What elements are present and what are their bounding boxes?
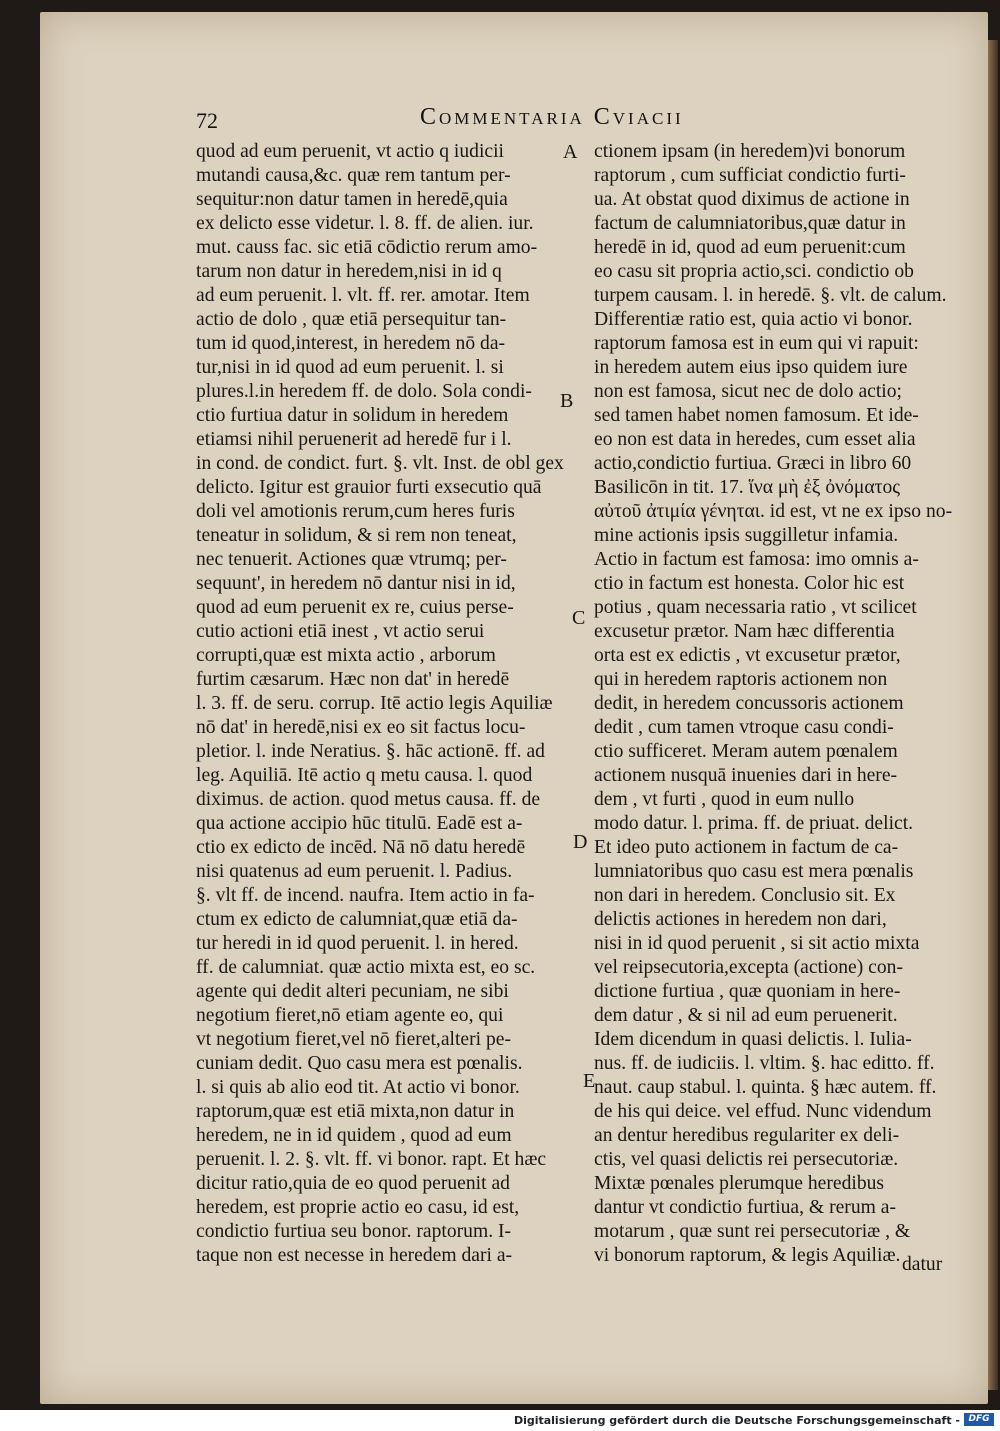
text-line: delicto. Igitur est grauior furti exsecutio quā [196, 477, 542, 498]
text-line: teneatur in solidum, & si rem non teneat, [196, 525, 517, 546]
text-line: de his qui deice. vel effud. Nunc videndum [594, 1101, 932, 1122]
text-line: etiamsi nihil peruenerit ad heredē fur i l. [196, 429, 512, 450]
text-line: quod ad eum peruenit, vt actio q iudicii [196, 141, 504, 162]
text-line: nus. ff. de iudiciis. l. vltim. §. hac editto. ff. [594, 1053, 935, 1074]
margin-letter-c: C [572, 607, 586, 629]
text-line: peruenit. l. 2. §. vlt. ff. vi bonor. rapt. Et hæc [196, 1149, 547, 1170]
text-line: dantur vt condictio furtiua, & rerum a- [594, 1197, 896, 1218]
text-line: l. 3. ff. de seru. corrup. Itē actio legis Aquiliæ [196, 693, 553, 714]
text-line: agente qui dedit alteri pecuniam, ne sibi [196, 981, 509, 1002]
text-line: non est famosa, sicut nec de dolo actio; [594, 381, 902, 402]
text-line: lumniatoribus quo casu est mera pœnalis [594, 861, 914, 882]
text-line: actio de dolo , quæ etiā persequitur tan- [196, 309, 507, 330]
text-line: orta est ex edictis , vt excusetur prætor, [594, 645, 901, 666]
text-line: nō dat' in heredē,nisi ex eo sit factus locu- [196, 717, 526, 738]
margin-letter-a: A [563, 141, 578, 163]
text-line: condictio furtiua seu bonor. raptorum. I- [196, 1221, 512, 1242]
text-line: ctio ex edicto de incēd. Nā nō datu heredē [196, 837, 526, 858]
text-line: heredem, ne in id quidem , quod ad eum [196, 1125, 512, 1146]
text-line: sequitur:non datur tamen in heredē,quia [196, 189, 508, 210]
text-line: potius , quam necessaria ratio , vt scilicet [594, 597, 917, 618]
margin-letter-d: D [573, 831, 588, 853]
page-edge [988, 40, 998, 1390]
text-line: l. si quis ab alio eod tit. At actio vi bonor. [196, 1077, 520, 1098]
text-line: pletior. l. inde Neratius. §. hāc actionē. ff. ad [196, 741, 545, 762]
text-line: mut. causs fac. sic etiā cōdictio rerum amo- [196, 237, 538, 258]
text-line: ctionem ipsam (in heredem)vi bonorum [594, 141, 906, 162]
text-line: nec tenuerit. Actiones quæ vtrumq; per- [196, 549, 507, 570]
text-line: modo datur. l. prima. ff. de priuat. delict. [594, 813, 914, 834]
text-line: plures.l.in heredem ff. de dolo. Sola condi- [196, 381, 532, 402]
text-line: negotium fieret,nō etiam agente eo, qui [196, 1005, 504, 1026]
text-line: dedit, in heredem concussoris actionem [594, 693, 904, 714]
text-line: raptorum,quæ est etiā mixta,non datur in [196, 1101, 515, 1122]
funding-credit: Digitalisierung gefördert durch die Deutsche Forschungsgemeinschaft - [513, 1414, 960, 1427]
dfg-logo: DFG [964, 1413, 994, 1426]
text-line: factum de calumniatoribus,quæ datur in [594, 213, 906, 234]
text-line: raptorum , cum sufficiat condictio furti- [594, 165, 906, 186]
text-line: dedit , cum tamen vtroque casu condi- [594, 717, 894, 738]
text-line: Actio in factum est famosa: imo omnis a- [594, 549, 919, 570]
right-text-column [594, 140, 954, 1268]
text-line: sequunt', in heredem nō dantur nisi in id, [196, 573, 516, 594]
text-line: αὐτοῦ ἀτιμία γένηται. id est, vt ne ex ipso no- [594, 501, 953, 522]
text-line: actionem nusquā inuenies dari in here- [594, 765, 898, 786]
text-line: dem , vt furti , quod in eum nullo [594, 789, 855, 810]
text-line: doli vel amotionis rerum,cum heres furis [196, 501, 515, 522]
text-line: vt negotium fieret,vel nō fieret,alteri pe- [196, 1029, 512, 1050]
text-line: tum id quod,interest, in heredem nō da- [196, 333, 506, 354]
text-line: corrupti,quæ est mixta actio , arborum [196, 645, 496, 666]
text-line: cuniam dedit. Quo casu mera est pœnalis. [196, 1053, 523, 1074]
text-line: Differentiæ ratio est, quia actio vi bonor. [594, 309, 913, 330]
text-line: Idem dicendum in quasi delictis. l. Iulia- [594, 1029, 912, 1050]
text-line: tur heredi in id quod peruenit. l. in hered. [196, 933, 519, 954]
text-line: actio,condictio furtiua. Græci in libro 60 [594, 453, 912, 474]
text-line: an dentur heredibus regulariter ex deli- [594, 1125, 900, 1146]
catchword: datur [902, 1254, 943, 1275]
text-line: ctio in factum est honesta. Color hic est [594, 573, 905, 594]
text-line: Basilicōn in tit. 17. ἵνα μὴ ἐξ ὀνόματος [594, 477, 901, 498]
text-line: ctio sufficeret. Meram autem pœnalem [594, 741, 898, 762]
text-line: ex delicto esse videtur. l. 8. ff. de alien. iur. [196, 213, 534, 234]
text-line: nisi quatenus ad eum peruenit. l. Padius. [196, 861, 513, 882]
text-line: ctum ex edicto de calumniat,quæ etiā da- [196, 909, 518, 930]
text-line: nisi in id quod peruenit , si sit actio mixta [594, 933, 920, 954]
text-line: sed tamen habet nomen famosum. Et ide- [594, 405, 919, 426]
text-line: mine actionis ipsis suggilletur infamia. [594, 525, 899, 546]
text-line: eo non est data in heredes, cum esset alia [594, 429, 916, 450]
text-line: leg. Aquiliā. Itē actio q metu causa. l. quod [196, 765, 533, 786]
text-line: tarum non datur in heredem,nisi in id q [196, 261, 502, 282]
text-line: quod ad eum peruenit ex re, cuius perse- [196, 597, 514, 618]
text-line: ua. At obstat quod diximus de actione in [594, 189, 910, 210]
text-line: ctio furtiua datur in solidum in heredem [196, 405, 509, 426]
text-line: non dari in heredem. Conclusio sit. Ex [594, 885, 896, 906]
text-line: heredem, est proprie actio eo casu, id est, [196, 1197, 520, 1218]
text-line: delictis actiones in heredem non dari, [594, 909, 887, 930]
text-line: tur,nisi in id quod ad eum peruenit. l. si [196, 357, 504, 378]
text-line: turpem causam. l. in heredē. §. vlt. de calum. [594, 285, 947, 306]
text-line: dictione furtiua , quæ quoniam in here- [594, 981, 901, 1002]
text-line: naut. caup stabul. l. quinta. § hæc autem. ff. [594, 1077, 937, 1098]
text-line: excusetur prætor. Nam hæc differentia [594, 621, 895, 642]
text-line: Mixtæ pœnales plerumque heredibus [594, 1173, 885, 1194]
text-line: ff. de calumniat. quæ actio mixta est, eo sc. [196, 957, 536, 978]
text-line: furtim cæsarum. Hæc non dat' in heredē [196, 669, 510, 690]
margin-letter-e: E [583, 1070, 596, 1092]
text-line: dem datur , & si nil ad eum peruenerit. [594, 1005, 898, 1026]
text-line: mutandi causa,&c. quæ rem tantum per- [196, 165, 511, 186]
text-line: heredē in id, quod ad eum peruenit:cum [594, 237, 906, 258]
text-line: §. vlt ff. de incend. naufra. Item actio in fa- [196, 885, 535, 906]
text-line: ad eum peruenit. l. vlt. ff. rer. amotar. Item [196, 285, 530, 306]
text-line: dicitur ratio,quia de eo quod peruenit ad [196, 1173, 510, 1194]
text-line: taque non est necesse in heredem dari a- [196, 1245, 513, 1266]
text-line: qua actione accipio hūc titulū. Eadē est a- [196, 813, 523, 834]
page-number: 72 [196, 108, 218, 133]
text-line: diximus. de action. quod metus causa. ff. de [196, 789, 541, 810]
text-line: cutio actioni etiā inest , vt actio serui [196, 621, 485, 642]
text-line: motarum , quæ sunt rei persecutoriæ , & [594, 1221, 911, 1242]
text-line: qui in heredem raptoris actionem non [594, 669, 888, 690]
text-line: vi bonorum raptorum, & legis Aquiliæ. [594, 1245, 901, 1266]
text-line: vel reipsecutoria,excepta (actione) con- [594, 957, 903, 978]
text-line: Et ideo puto actionem in factum de ca- [594, 837, 899, 858]
text-line: in cond. de condict. furt. §. vlt. Inst. de obl gex [196, 453, 564, 474]
text-line: eo casu sit propria actio,sci. condictio ob [594, 261, 914, 282]
left-text-column [196, 140, 564, 1268]
text-line: in heredem autem eius ipso quidem iure [594, 357, 908, 378]
running-head: Commentaria Cviacii [420, 104, 684, 130]
text-line: raptorum famosa est in eum qui vi rapuit: [594, 333, 919, 354]
margin-letter-b: B [560, 390, 574, 412]
text-line: ctis, vel quasi delictis rei persecutoriæ. [594, 1149, 899, 1170]
